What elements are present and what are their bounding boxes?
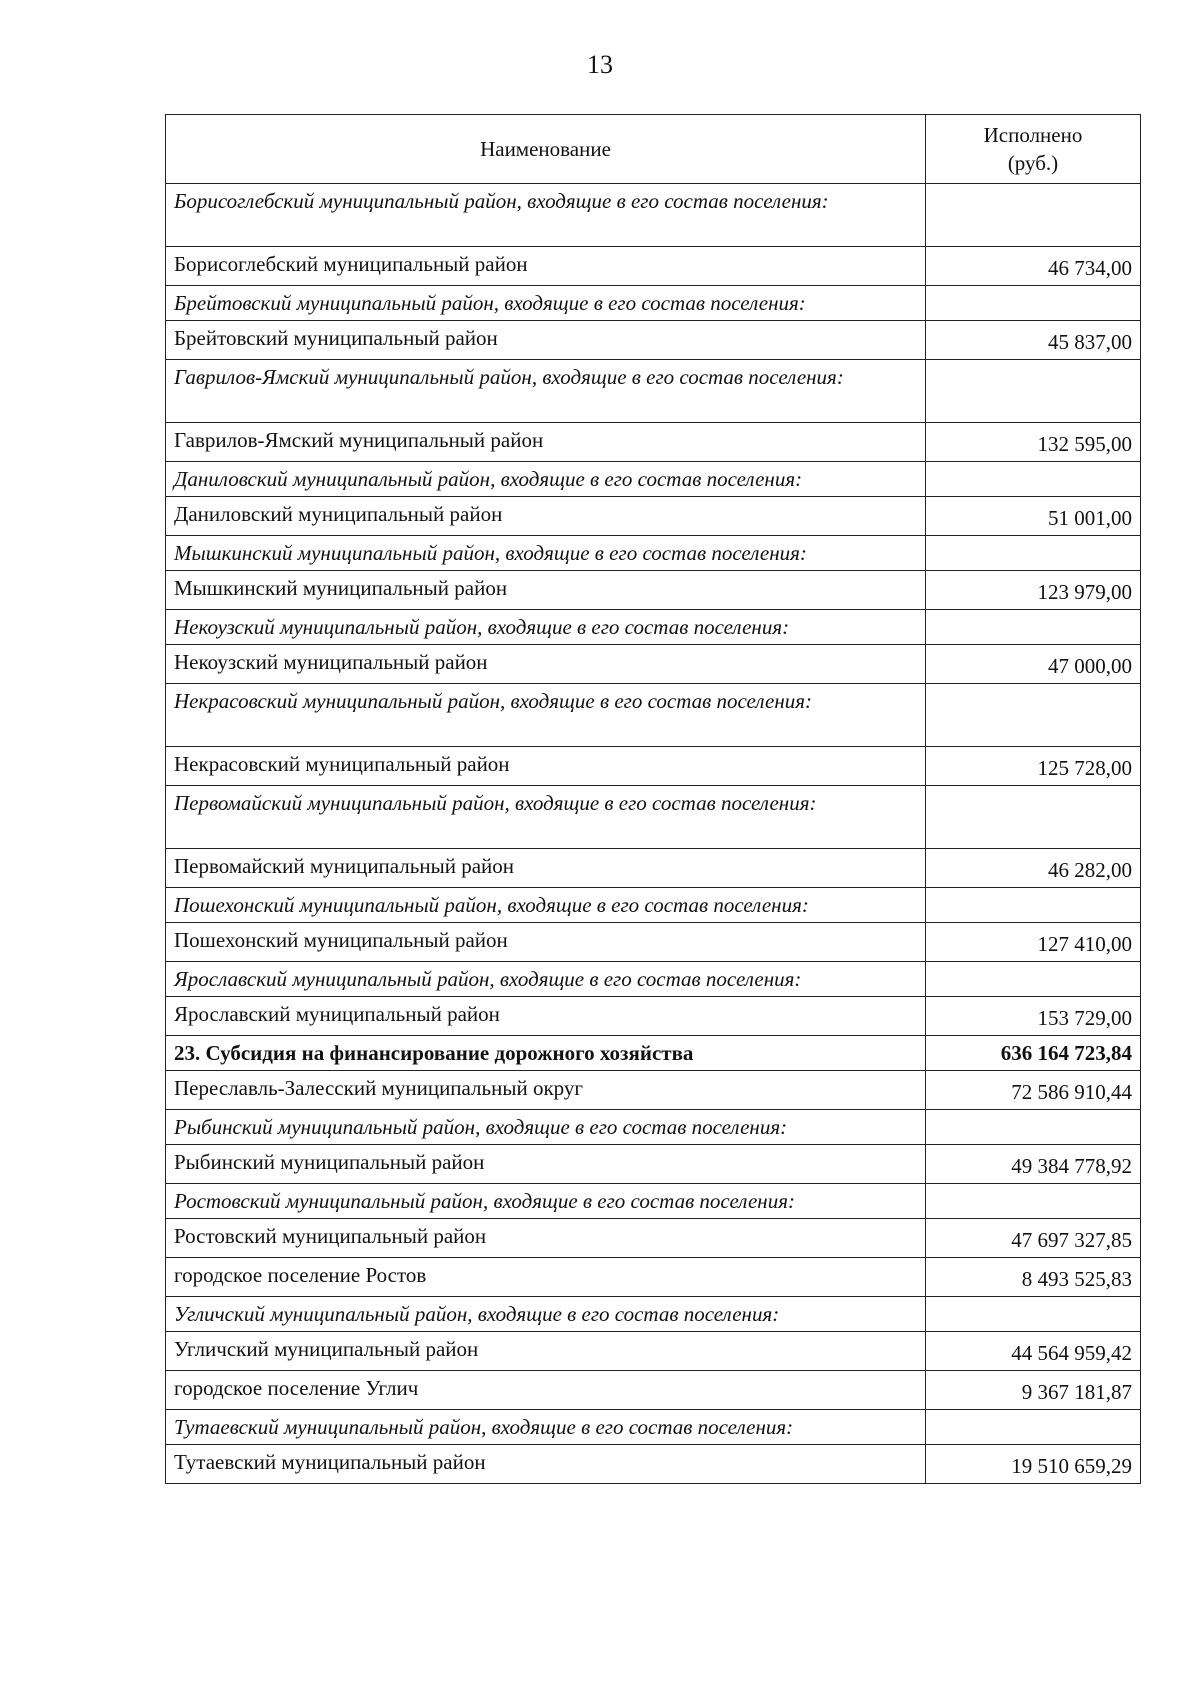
group-header-row [166,1297,1141,1332]
row-value [926,1110,1141,1145]
row-name: Гаврилов-Ямский муниципальный район, входящие в его состав поселения: [166,360,926,423]
row-value: 47 000,00 [926,645,1141,684]
group-header-row [166,786,1141,849]
row-name: Ростовский муниципальный район [166,1219,926,1258]
row-name: Мышкинский муниципальный район, входящие в его состав поселения: [166,536,926,571]
row-value [926,888,1141,923]
row-name: Тутаевский муниципальный район [166,1445,926,1484]
row-value: 49 384 778,92 [926,1145,1141,1184]
table-row [166,1258,1141,1297]
row-name: Борисоглебский муниципальный район, входящие в его состав поселения: [166,184,926,247]
group-header-row [166,536,1141,571]
row-value [926,286,1141,321]
table-row [166,423,1141,462]
group-header-row [166,684,1141,747]
row-name: городское поселение Углич [166,1371,926,1410]
header-value [926,115,1141,184]
row-value: 19 510 659,29 [926,1445,1141,1484]
group-header-row [166,1110,1141,1145]
row-name: Рыбинский муниципальный район, входящие в его состав поселения: [166,1110,926,1145]
row-name: Гаврилов-Ямский муниципальный район [166,423,926,462]
row-value [926,462,1141,497]
row-name: Ростовский муниципальный район, входящие в его состав поселения: [166,1184,926,1219]
row-name: городское поселение Ростов [166,1258,926,1297]
row-value [926,1297,1141,1332]
row-name: Пошехонский муниципальный район [166,923,926,962]
header-value-text: Исполнено (руб.) [983,123,1083,175]
table-row [166,849,1141,888]
row-value: 132 595,00 [926,423,1141,462]
row-value [926,360,1141,423]
row-name: Ярославский муниципальный район [166,997,926,1036]
row-value: 45 837,00 [926,321,1141,360]
row-name: Пошехонский муниципальный район, входящие в его состав поселения: [166,888,926,923]
section-row [166,1036,1141,1071]
group-header-row [166,360,1141,423]
row-value: 127 410,00 [926,923,1141,962]
row-name: Даниловский муниципальный район [166,497,926,536]
table-row [166,1071,1141,1110]
row-name: Борисоглебский муниципальный район [166,247,926,286]
row-name: Брейтовский муниципальный район [166,321,926,360]
row-name: Некрасовский муниципальный район [166,747,926,786]
row-value [926,184,1141,247]
group-header-row [166,286,1141,321]
table-row [166,497,1141,536]
table-row [166,247,1141,286]
row-name: Тутаевский муниципальный район, входящие в его состав поселения: [166,1410,926,1445]
row-value: 153 729,00 [926,997,1141,1036]
table-row [166,645,1141,684]
row-name: Первомайский муниципальный район, входящие в его состав поселения: [166,786,926,849]
row-value: 8 493 525,83 [926,1258,1141,1297]
row-name: Ярославский муниципальный район, входящие в его состав поселения: [166,962,926,997]
row-name: Брейтовский муниципальный район, входящие в его состав поселения: [166,286,926,321]
budget-table [165,114,1141,1484]
row-value: 72 586 910,44 [926,1071,1141,1110]
table-header-row [166,115,1141,184]
table-row [166,321,1141,360]
row-name: Рыбинский муниципальный район [166,1145,926,1184]
row-name: Мышкинский муниципальный район [166,571,926,610]
row-value: 46 734,00 [926,247,1141,286]
row-value [926,610,1141,645]
row-value: 9 367 181,87 [926,1371,1141,1410]
group-header-row [166,184,1141,247]
row-value [926,786,1141,849]
table-body [166,184,1141,1484]
row-value: 636 164 723,84 [926,1036,1141,1071]
page-number: 13 [587,50,613,79]
row-name: Угличский муниципальный район [166,1332,926,1371]
row-name: Некоузский муниципальный район [166,645,926,684]
group-header-row [166,610,1141,645]
row-name: Некрасовский муниципальный район, входящие в его состав поселения: [166,684,926,747]
table-row [166,747,1141,786]
row-value: 44 564 959,42 [926,1332,1141,1371]
row-value: 47 697 327,85 [926,1219,1141,1258]
table-row [166,997,1141,1036]
group-header-row [166,962,1141,997]
row-value: 125 728,00 [926,747,1141,786]
group-header-row [166,1184,1141,1219]
table-row [166,571,1141,610]
group-header-row [166,1410,1141,1445]
row-value [926,536,1141,571]
row-value: 46 282,00 [926,849,1141,888]
row-name: Угличский муниципальный район, входящие в его состав поселения: [166,1297,926,1332]
row-name: Некоузский муниципальный район, входящие в его состав поселения: [166,610,926,645]
table-row [166,1145,1141,1184]
table-row [166,923,1141,962]
row-value: 51 001,00 [926,497,1141,536]
table-row [166,1371,1141,1410]
group-header-row [166,888,1141,923]
row-name: Первомайский муниципальный район [166,849,926,888]
row-value [926,1184,1141,1219]
row-name: Даниловский муниципальный район, входящие в его состав поселения: [166,462,926,497]
row-value [926,1410,1141,1445]
row-name: Переславль-Залесский муниципальный округ [166,1071,926,1110]
header-name: Наименование [166,115,926,184]
row-value [926,684,1141,747]
table-row [166,1445,1141,1484]
table-row [166,1332,1141,1371]
table-row [166,1219,1141,1258]
row-name: 23. Субсидия на финансирование дорожного хозяйства [166,1036,926,1071]
group-header-row [166,462,1141,497]
row-value: 123 979,00 [926,571,1141,610]
row-value [926,962,1141,997]
